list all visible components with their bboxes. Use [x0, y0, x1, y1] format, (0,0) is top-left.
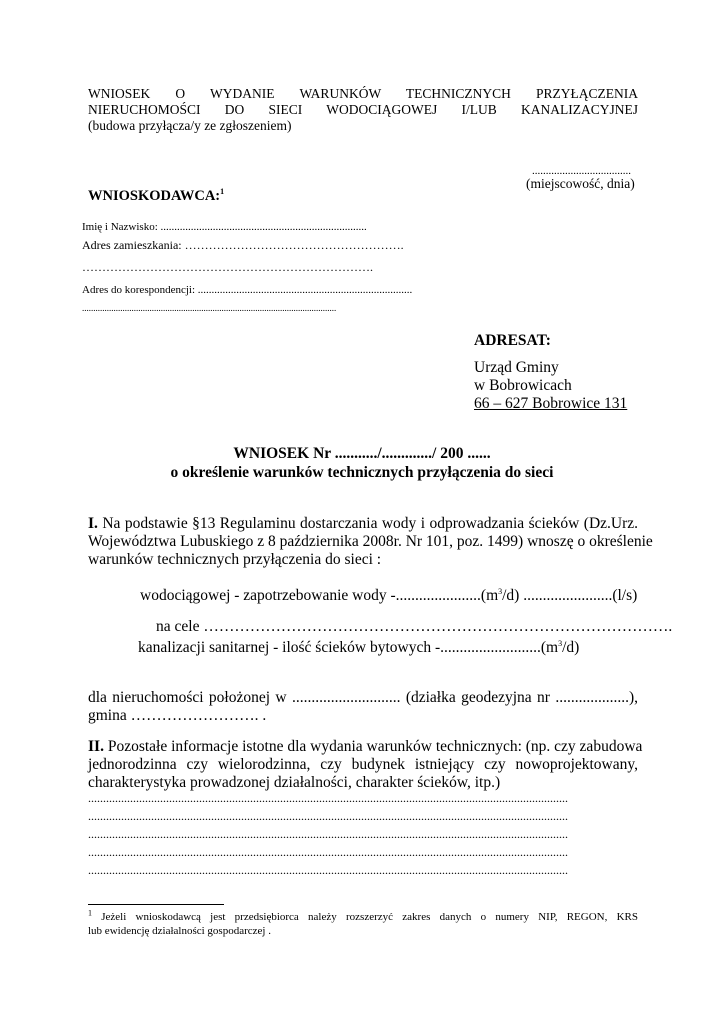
property-line[interactable]: dla nieruchomości położonej w ............................ (działka geodezyjna nr ...................),	[88, 689, 638, 706]
name-label: Imię i Nazwisko:	[82, 221, 158, 233]
header-line-3: (budowa przyłącza/y ze zgłoszeniem)	[88, 118, 292, 133]
address-line-2[interactable]: ……………………………………………………………….	[82, 260, 373, 274]
place-date-label: (miejscowość, dnia)	[526, 176, 635, 191]
address-dots[interactable]: ……………………………………………….	[184, 238, 404, 252]
addressee-line-1: Urząd Gminy	[474, 359, 559, 376]
info-line-2[interactable]: ................................................................................................................................................................	[88, 809, 568, 823]
address-row[interactable]	[82, 238, 404, 253]
section1-line-2: Województwa Lubuskiego z 8 października 2008r. Nr 101, poz. 1499) wnoszę o określenie	[88, 533, 653, 550]
section2-num: II.	[88, 738, 104, 755]
section2-line-1: II. Pozostałe informacje istotne dla wydania warunków technicznych: (np. czy zabudowa	[88, 738, 643, 755]
footnote-num: 1	[88, 908, 92, 918]
info-line-3[interactable]: ................................................................................................................................................................	[88, 827, 568, 841]
name-row[interactable]	[82, 220, 367, 234]
header-line-1: WNIOSEK O WYDANIE WARUNKÓW TECHNICZNYCH PRZYŁĄCZENIA	[88, 86, 638, 101]
addressee-heading: ADRESAT:	[474, 332, 551, 349]
applicant-heading: WNIOSKODAWCA:$^1$	[88, 187, 225, 204]
correspondence-label: Adres do korespondencji:	[82, 284, 196, 296]
footnote-line-1: $^1$ Jeżeli wnioskodawcą jest przedsiębiorca należy rozszerzyć zakres danych o numery NIP, REGON, KRS	[88, 908, 638, 923]
sewage-row[interactable]: kanalizacji sanitarnej - ilość ścieków bytowych $-..........................(m^3/d)$	[138, 638, 580, 656]
section1-line-1: I. Na podstawie §13 Regulaminu dostarczania wody i odprowadzania ścieków (Dz.Urz.	[88, 515, 639, 532]
gmina-line[interactable]: gmina ……………………. .	[88, 707, 267, 724]
address-label: Adres zamieszkania:	[82, 238, 182, 252]
correspondence-line-2[interactable]: .................................................................................................................	[82, 303, 337, 313]
section2-line-3: charakterystyka prowadzonej działalności, charakter ścieków, itp.)	[88, 774, 501, 791]
water-demand-row[interactable]: wodociągowej - zapotrzebowanie wody $-......................(m^3/d)$ .......................(l/s)	[140, 586, 638, 604]
name-dots[interactable]: ...........................................................................	[160, 221, 367, 233]
footnote-divider	[88, 904, 224, 905]
header-line-2: NIERUCHOMOŚCI DO SIECI WODOCIĄGOWEJ I/LUB KANALIZACYJNEJ	[88, 102, 638, 117]
info-line-4[interactable]: ................................................................................................................................................................	[88, 845, 568, 859]
footnote-line-2: lub ewidencję działalności gospodarczej .	[88, 925, 271, 937]
title-line-2: o określenie warunków technicznych przyłączenia do sieci	[170, 464, 554, 481]
section1-line-3: warunków technicznych przyłączenia do sieci :	[88, 551, 382, 568]
place-date-dots[interactable]: ....................................	[532, 165, 631, 177]
purpose-row[interactable]: na cele ……………………………………………………………………………….	[156, 618, 673, 635]
correspondence-row[interactable]	[82, 283, 412, 297]
info-line-1[interactable]: ................................................................................................................................................................	[88, 791, 568, 805]
title-line-1: WNIOSEK Nr .........../............./ 200 ......	[233, 445, 491, 462]
section2-line-2: jednorodzinna czy wielorodzinna, czy budynek istniejący czy nowoprojektowany,	[88, 756, 638, 773]
section1-num: I.	[88, 515, 98, 532]
info-line-5[interactable]: ................................................................................................................................................................	[88, 863, 568, 877]
correspondence-dots[interactable]: ..............................................................................	[197, 284, 413, 296]
addressee-line-2: w Bobrowicach	[474, 377, 572, 394]
addressee-line-3: 66 – 627 Bobrowice 131	[474, 395, 628, 412]
